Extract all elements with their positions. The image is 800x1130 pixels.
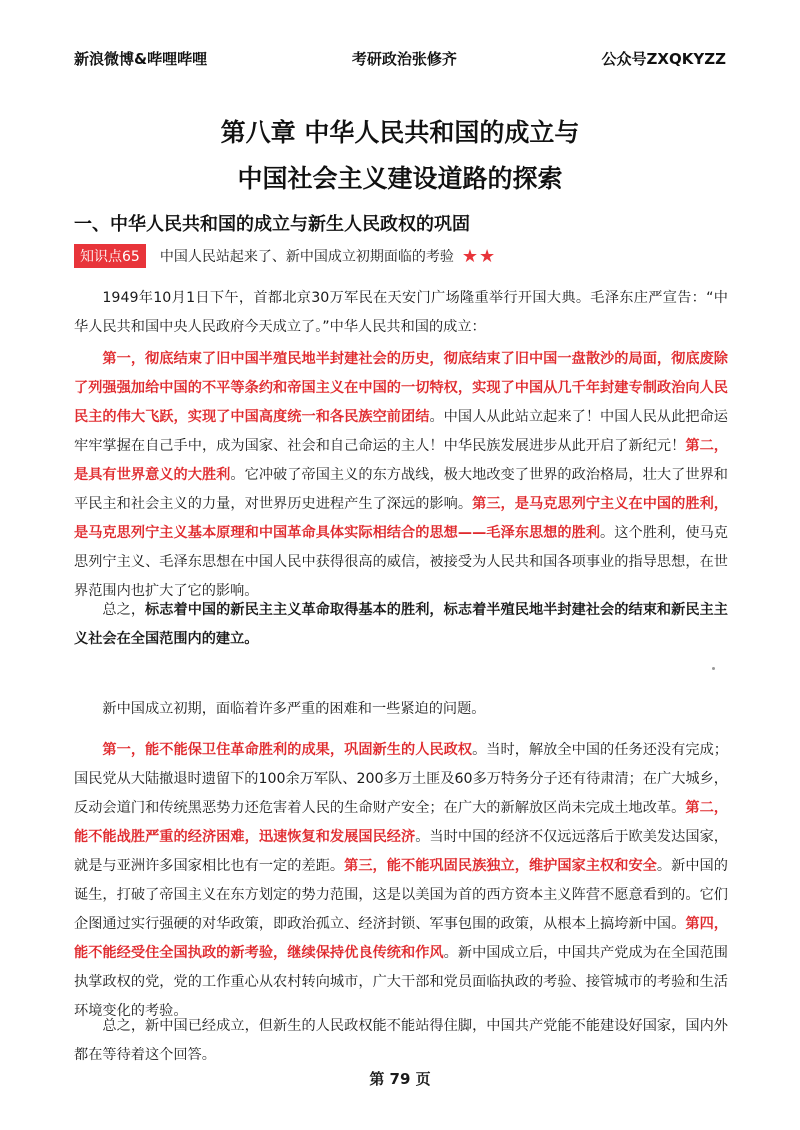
page-header (74, 48, 726, 69)
highlight-text: 第三，能不能巩固民族独立，维护国家主权和安全 (344, 858, 657, 874)
paragraph-text: 。当时，解放全中国的任务还没有完成；国民党从大陆撤退时遗留下的100余万军队、200多万土匪及60多万特务分子还有待肃清；在广大城乡，反动会道门和传统黑恶势力还危害着人民的生命财产安全；在广大的新解放区尚未完成土地改革。 (74, 742, 728, 816)
paragraph-text: 新中国成立初期，面临着许多严重的困难和一些紧迫的问题。 (102, 701, 486, 717)
header-center-text: 考研政治张修齐 (351, 50, 457, 68)
paragraph-text: 1949年10月1日下午，首都北京30万军民在天安门广场隆重举行开国大典。毛泽东庄严宣告：“中华人民共和国中央人民政府今天成立了。”中华人民共和国的成立： (74, 290, 728, 335)
highlight-text: 第三，是马克思列宁主义在中国的胜利，是马克思列宁主义基本原理和中国革命具体实际相结合的思想——毛泽东思想的胜利 (74, 496, 728, 541)
header-right-text: 公众号ZXQKYZZ (601, 50, 726, 68)
paragraph-text: 总之，新中国已经成立，但新生的人民政权能不能站得住脚，中国共产党能不能建设好国家，国内外都在等待着这个回答。 (74, 1018, 728, 1063)
paragraph-challenges (74, 736, 728, 1026)
highlight-text: 第四，能不能经受住全国执政的新考验，继续保持优良传统和作风 (74, 916, 728, 961)
star-rating-icon: ★★ (461, 245, 497, 267)
paragraph-text: 。新中国成立后，中国共产党成为在全国范围执掌政权的党，党的工作重心从农村转向城市，广大干部和党员面临执政的考验、接管城市的考验和生活环境变化的考验。 (74, 945, 728, 1019)
highlight-text: 第二，能不能战胜严重的经济困难，迅速恢复和发展国民经济 (74, 800, 728, 845)
knowledge-point-text: 中国人民站起来了、新中国成立初期面临的考验 (159, 249, 454, 265)
paragraph-text: 。这个胜利，使马克思列宁主义、毛泽东思想在中国人民中获得很高的威信，被接受为人民共和国各项事业的指导思想，在世界范围内也扩大了它的影响。 (74, 525, 728, 599)
knowledge-point-badge: 知识点65 (74, 244, 146, 268)
page-number: 第 79 页 (369, 1070, 431, 1088)
chapter-title-line1: 第八章 中华人民共和国的成立与 (220, 118, 580, 147)
paragraph-text: 。它冲破了帝国主义的东方战线，极大地改变了世界的政治格局，壮大了世界和平民主和社会主义的力量，对世界历史进程产生了深远的影响。 (74, 467, 728, 512)
paragraph-text: 总之， (102, 602, 146, 618)
paragraph-text: 。当时中国的经济不仅远远落后于欧美发达国家，就是与亚洲许多国家相比也有一定的差距。 (74, 829, 728, 874)
paragraph-summary-2 (74, 1012, 728, 1070)
highlight-text: 第二，是具有世界意义的大胜利 (74, 438, 728, 483)
paragraph-text: 。中国人从此站立起来了！中国人民从此把命运牢牢掌握在自己手中，成为国家、社会和自己命运的主人！中华民族发展进步从此开启了新纪元！ (74, 409, 728, 454)
section-heading: 一、中华人民共和国的成立与新生人民政权的巩固 (74, 214, 470, 235)
header-left-text: 新浪微博&哔哩哔哩 (74, 50, 208, 68)
chapter-title-line2: 中国社会主义建设道路的探索 (237, 164, 563, 193)
paragraph-significance (74, 345, 728, 606)
paragraph-text: 。新中国的诞生，打破了帝国主义在东方划定的势力范围，这是以美国为首的西方资本主义阵营不愿意看到的。它们企图通过实行强硬的对华政策，即政治孤立、经济封锁、军事包围的政策，从根本上搞垮新中国。 (74, 858, 728, 932)
paragraph-summary-1 (74, 596, 728, 654)
highlight-text: 第一，能不能保卫住革命胜利的成果，巩固新生的人民政权 (102, 742, 473, 758)
paragraph-challenges-intro (74, 695, 728, 724)
paragraph-founding (74, 284, 728, 342)
scan-speck (712, 667, 715, 670)
chapter-title (0, 110, 800, 202)
highlight-text: 第一，彻底结束了旧中国半殖民地半封建社会的历史，彻底结束了旧中国一盘散沙的局面，彻底废除了列强强加给中国的不平等条约和帝国主义在中国的一切特权，实现了中国从几千年封建专制政治向人民民主的伟大飞跃，实现了中国高度统一和各民族空前团结 (74, 351, 728, 425)
knowledge-point-row (74, 244, 496, 268)
bold-text: 标志着中国的新民主主义革命取得基本的胜利，标志着半殖民地半封建社会的结束和新民主主义社会在全国范围内的建立。 (74, 602, 728, 647)
